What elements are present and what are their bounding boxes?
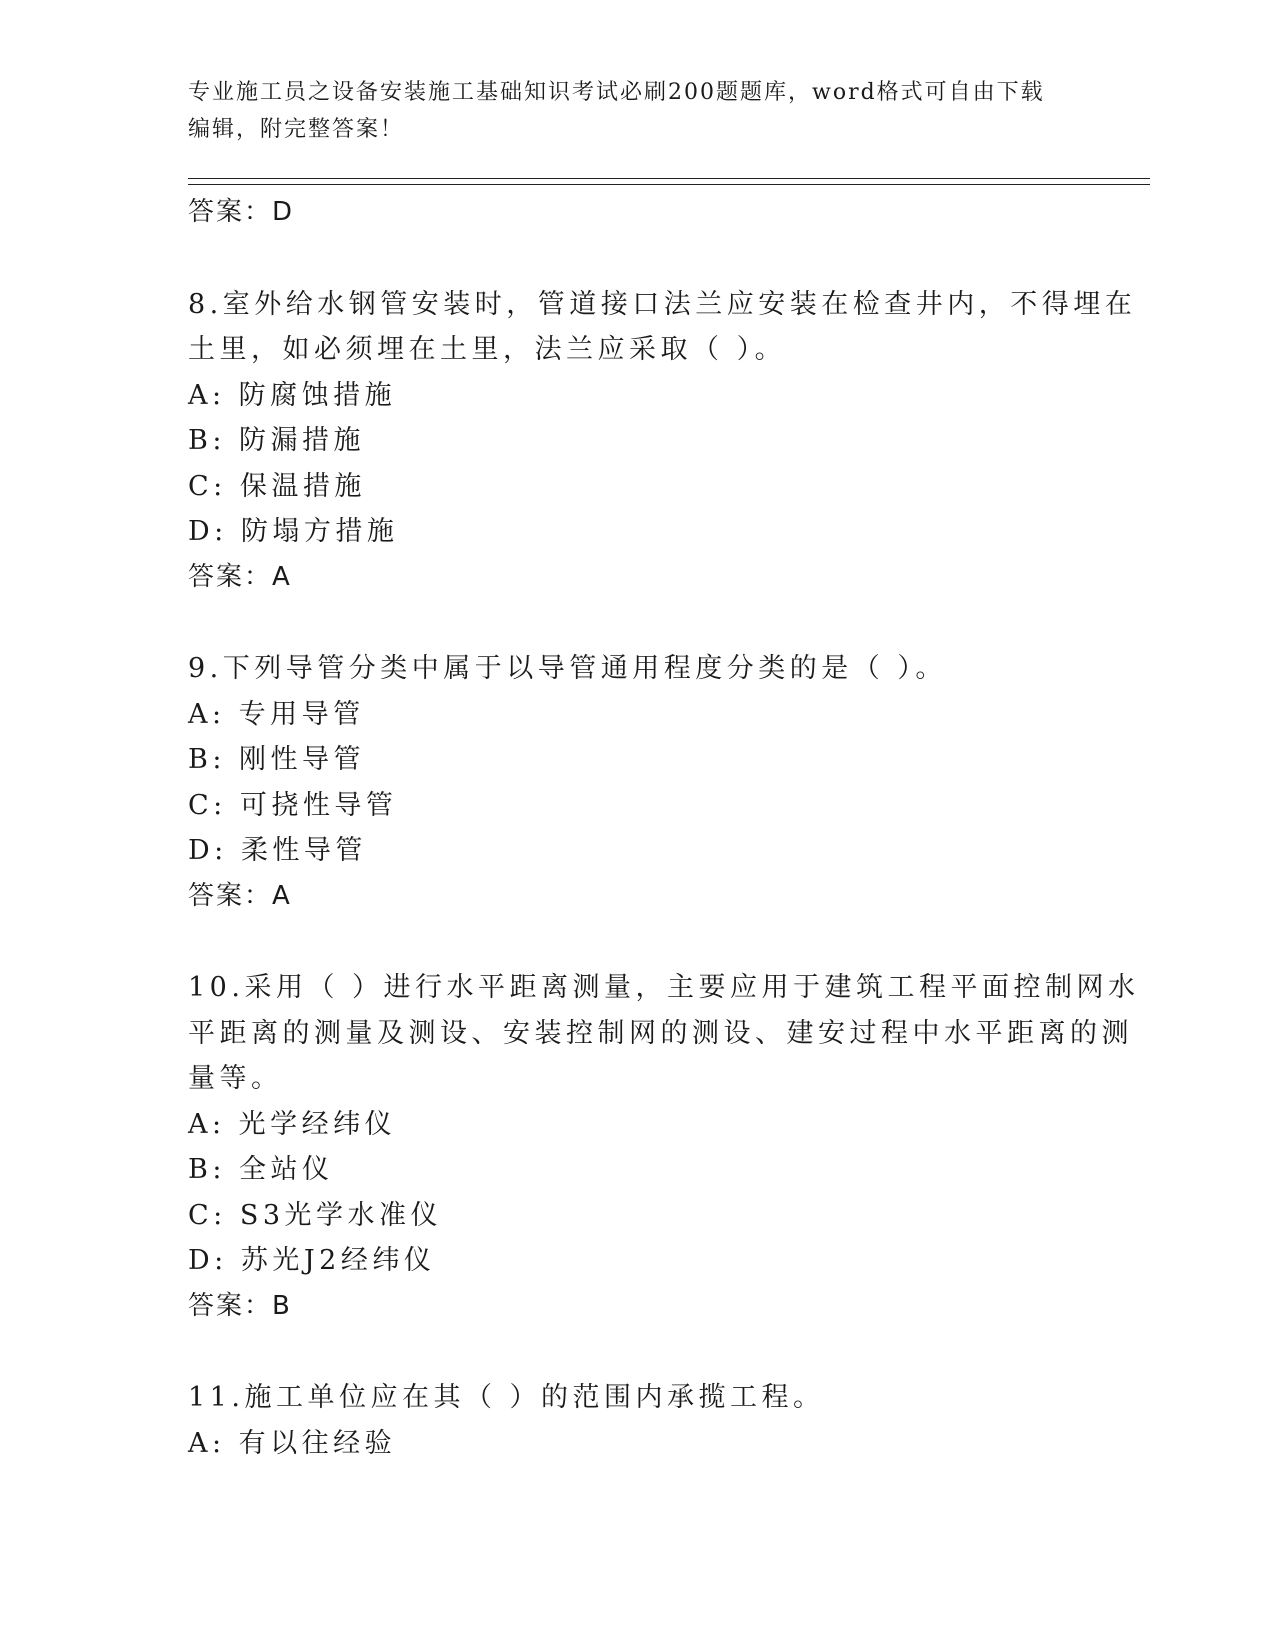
option-a: A: 光学经纬仪: [188, 1108, 397, 1140]
answer-line: 答案：A: [188, 561, 292, 592]
question-text-line: 9.下列导管分类中属于以导管通用程度分类的是（ ）。: [188, 653, 947, 684]
header-line-2: 编辑，附完整答案！: [188, 117, 405, 142]
option-c: C: S3光学水准仪: [188, 1199, 443, 1231]
question-text-line: 平距离的测量及测设、安装控制网的测设、建安过程中水平距离的测: [188, 1017, 1133, 1049]
header-divider-top: [188, 178, 1150, 179]
spacer: [188, 600, 1088, 646]
spacer: [188, 236, 1088, 282]
answer-line: 答案：A: [188, 880, 292, 911]
answer-line: 答案：B: [188, 1290, 292, 1321]
option-b: B: 防漏措施: [188, 425, 366, 456]
option-b: B: 刚性导管: [188, 744, 366, 775]
spacer: [188, 1329, 1088, 1375]
question-text-line: 10.采用（ ）进行水平距离测量，主要应用于建筑工程平面控制网水: [188, 972, 1140, 1003]
question-list: [188, 190, 1140, 1466]
question-block: [188, 965, 1140, 1329]
option-a: A: 防腐蚀措施: [188, 379, 397, 411]
header-line-1: 专业施工员之设备安装施工基础知识考试必刷200题题库，word格式可自由下载: [188, 80, 1045, 105]
option-c: C: 可挠性导管: [188, 789, 398, 821]
question-block: [188, 1375, 1088, 1466]
question-block: [188, 282, 1137, 601]
option-b: B: 全站仪: [188, 1154, 334, 1185]
question-text-line: 土里，如必须埋在土里，法兰应采取（ ）。: [188, 334, 787, 365]
question-block: [188, 646, 1088, 919]
question-text-line: 8.室外给水钢管安装时，管道接口法兰应安装在检查井内，不得埋在: [188, 288, 1137, 320]
option-a: A: 专用导管: [188, 698, 365, 730]
question-text-line: 11.施工单位应在其（ ）的范围内承揽工程。: [188, 1382, 825, 1413]
option-d: D: 苏光J2经纬仪: [188, 1245, 436, 1276]
question-text-line: 量等。: [188, 1063, 283, 1094]
option-a: A: 有以往经验: [188, 1427, 397, 1459]
option-d: D: 柔性导管: [188, 835, 367, 866]
answer-line: 答案：D: [188, 197, 295, 227]
option-c: C: 保温措施: [188, 470, 366, 502]
option-d: D: 防塌方措施: [188, 516, 399, 547]
spacer: [188, 919, 1088, 965]
header-divider-bottom: [188, 184, 1150, 185]
page-header: [188, 74, 1088, 148]
